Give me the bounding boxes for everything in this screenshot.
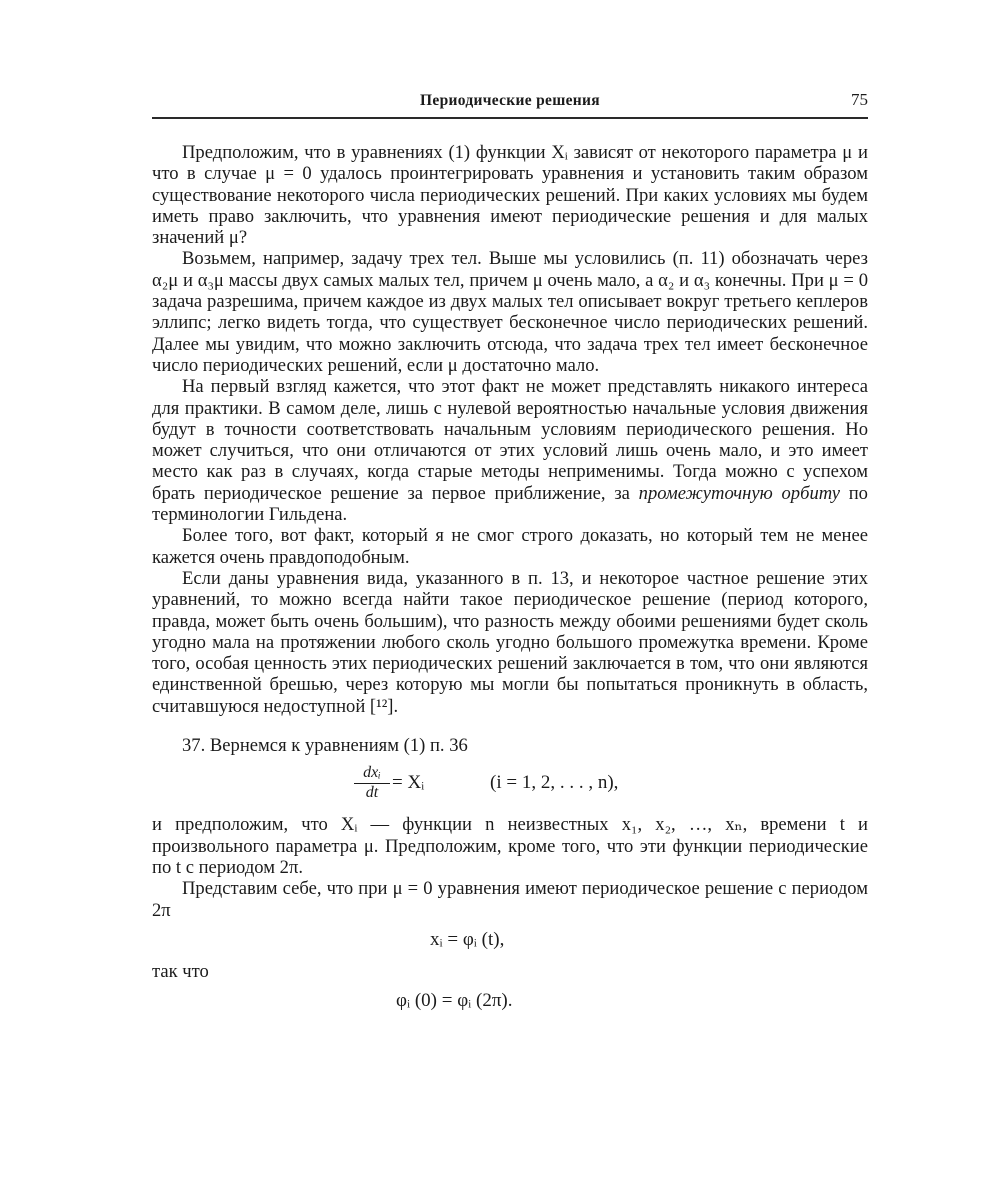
paragraph-2: Возьмем, например, задачу трех тел. Выше мы условились (п. 11) обозначать через α₂μ и α₃μ массы двух самых малых тел, причем μ очень мало, а α₂ и α₃ конечны. При μ = 0 задача разрешима, причем каждое из двух малых тел описывает вокруг третьего кеплеров эллипс; легко видеть тогда, что существует бесконечное число периодических решений. Далее мы увидим, что можно заключить отсюда, что задача трех тел имеет бесконечное число периодических решений, если μ достаточно мало. <box>152 248 868 376</box>
fraction-denominator: dt <box>365 784 379 802</box>
paragraph-3 <box>152 376 868 525</box>
header-rule <box>152 117 868 119</box>
paragraph-7: Представим себе, что при μ = 0 уравнения имеют периодическое решение с периодом 2π <box>152 878 868 921</box>
paragraph-3-tail: по терминологии Гильдена. <box>152 482 868 526</box>
page-number: 75 <box>851 90 868 109</box>
formula-derivative <box>152 756 868 814</box>
paragraph-5: Если даны уравнения вида, указанного в п. 13, и некоторое частное решение этих уравнений, то можно всегда найти такое периодическое решение (период которого, правда, может быть очень большим), что разность между обоими решениями будет сколь угодно мала на протяжении любого сколь угодно большого промежутка времени. Кроме того, особая ценность этих периодических решений заключается в том, что они являются единственной брешью, через которую мы могли бы попытаться проникнуть в область, считавшуюся недоступной [¹²]. <box>152 567 868 717</box>
page-title: Периодические решения <box>420 92 600 109</box>
paragraph-6: и предположим, что Xᵢ — функции n неизвестных x₁, x₂, …, xₙ, времени t и произвольного параметра μ. Предположим, кроме того, что эти функции периодические по t с периодом 2π. <box>152 814 868 878</box>
section-37-heading: 37. Вернемся к уравнениям (1) п. 36 <box>182 735 468 757</box>
formula-solution <box>152 921 868 961</box>
paragraph-3-italic: промежуточную орбиту <box>638 482 840 504</box>
formula-fraction <box>354 764 390 802</box>
formula-index-range: (i = 1, 2, . . . , n), <box>490 772 619 794</box>
paragraph-1: Предположим, что в уравнениях (1) функции Xᵢ зависят от некоторого параметра μ и что в случае μ = 0 удалось проинтегрировать уравнения и установить таким образом существование некоторого числа периодических решений. При каких условиях мы будем иметь право заключить, что уравнения имеют периодические решения и для малых значений μ? <box>152 142 868 249</box>
formula-rhs: = Xᵢ <box>392 772 425 794</box>
page-body <box>152 142 868 1022</box>
formula-periodicity-text: φᵢ (0) = φᵢ (2π). <box>396 990 513 1012</box>
formula-periodicity <box>152 982 868 1022</box>
paragraph-8: так что <box>152 960 209 982</box>
fraction-numerator: dxᵢ <box>354 764 390 784</box>
paragraph-4: Более того, вот факт, который я не смог строго доказать, но который тем не менее кажется очень правдоподобным. <box>152 525 868 568</box>
running-head <box>152 88 868 116</box>
formula-solution-text: xᵢ = φᵢ (t), <box>430 928 505 950</box>
paragraph-3-text: На первый взгляд кажется, что этот факт не может представлять никакого интереса для практики. В самом деле, лишь с нулевой вероятностью начальные условия движения будут в точности соответствовать начальным условиям периодического решения. Но может случиться, что они отличаются от этих условий лишь очень мало, и это имеет место как раз в случаях, когда старые методы неприменимы. Тогда можно с успехом брать периодическое решение за первое приближение, за <box>152 376 868 504</box>
